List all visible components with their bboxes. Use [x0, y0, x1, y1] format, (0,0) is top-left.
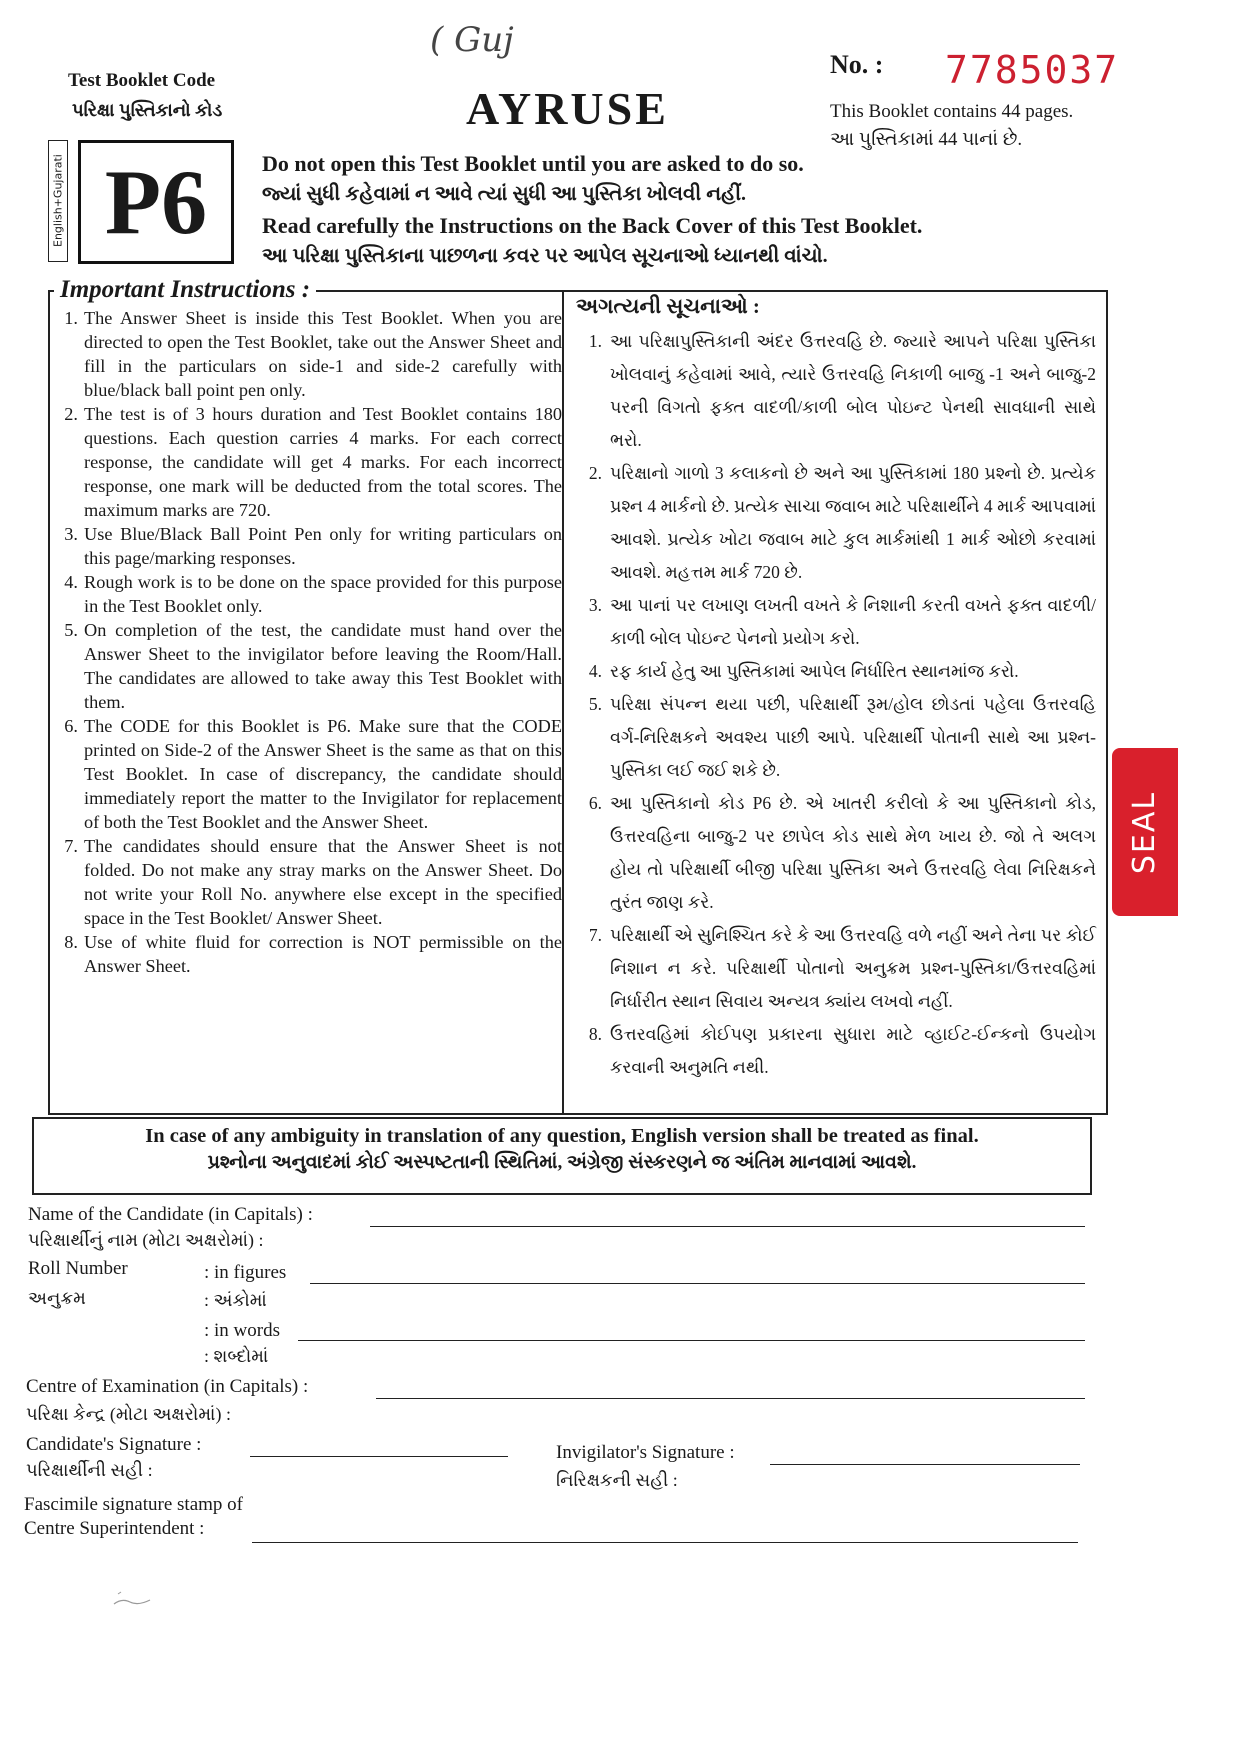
instruction-en-item-number: 6.: [64, 716, 78, 736]
booklet-number: 7785037: [945, 48, 1120, 92]
roll-in-words-label-gu: : શબ્દોમાં: [204, 1346, 269, 1366]
instruction-gu-item-2: [576, 457, 1096, 589]
instruction-gu-item-6: [576, 787, 1096, 919]
instruction-gu-item-text: ઉત્તરવહિમાં કોઈપણ પ્રકારના સુધારા માટે વ્હાઈટ-ઈન્કનો ઉપયોગ કરવાની અનુમતિ નથી.: [610, 1024, 1096, 1077]
instruction-gu-item-8: [576, 1018, 1096, 1084]
superintendent-stamp-field[interactable]: [252, 1542, 1078, 1543]
instruction-gu-item-7: [576, 919, 1096, 1018]
pen-mark-decoration: [112, 1590, 152, 1610]
instruction-gu-item-text: આ પાનાં પર લખાણ લખતી વખતે કે નિશાની કરતી વખતે ફક્ત વાદળી/કાળી બોલ પોઇન્ટ પેનનો પ્રયોગ કરો.: [610, 595, 1096, 648]
instructions-title-gu: અગત્યની સૂચનાઓ :: [576, 294, 760, 318]
instruction-en-item-number: 2.: [64, 404, 78, 424]
roll-in-words-label: : in words: [204, 1320, 280, 1341]
instruction-gu-item-number: 5.: [588, 694, 602, 714]
instruction-en-item-text: The CODE for this Booklet is P6. Make sure that the CODE printed on Side-2 of the Answer Sheet is the same as that on this Test Booklet. In case of discrepancy, the candidate should immediately report the matter to the Invigilator for replacement of both the Test Booklet and the Answer Sheet.: [84, 716, 562, 832]
instruction-gu-item-4: [576, 655, 1096, 688]
instruction-en-item-4: [52, 570, 562, 618]
language-tag: English+Gujarati: [48, 140, 68, 262]
handwritten-note: ( Guj: [430, 20, 514, 60]
instruction-en-item-2: [52, 402, 562, 522]
instruction-gu-item-text: આ પરિક્ષાપુસ્તિકાની અંદર ઉત્તરવહિ છે. જ્યારે આપને પરિક્ષા પુસ્તિકા ખોલવાનું કહેવામાં આવે, ત્યારે ઉત્તરવહિ નિકાળી બાજુ -1 અને બાજુ-2 પરની વિગતો ફક્ત વાદળી/કાળી બોલ પોઇન્ટ પેનથી સાવધાની સાથે ભરો.: [610, 331, 1096, 450]
instruction-en-item-number: 7.: [64, 836, 78, 856]
test-booklet-code-label: Test Booklet Code: [68, 70, 216, 91]
instruction-gu-item-5: [576, 688, 1096, 787]
booklet-number-label: No. :: [830, 50, 884, 79]
instruction-en-item-number: 4.: [64, 572, 78, 592]
instruction-gu-item-number: 8.: [588, 1024, 602, 1044]
instruction-gu-item-text: પરિક્ષાનો ગાળો 3 કલાકનો છે અને આ પુસ્તિકામાં 180 પ્રશ્નો છે. પ્રત્યેક પ્રશ્ન 4 માર્કનો છે. પ્રત્યેક સાચા જવાબ માટે પરિક્ષાર્થીને 4 માર્ક આપવામાં આવશે. પ્રત્યેક ખોટા જવાબ માટે કુલ માર્કમાંથી 1 માર્ક ઓછો કરવામાં આવશે. મહત્તમ માર્ક 720 છે.: [610, 463, 1096, 582]
ambiguity-notice-en: In case of any ambiguity in translation of any question, English version shall be treated as final.: [145, 1125, 979, 1147]
instructions-list-gu: [576, 325, 1096, 1084]
instructions-gujarati: [576, 290, 1096, 1084]
warning-open-en: Do not open this Test Booklet until you are asked to do so.: [262, 151, 804, 176]
roll-number-label: Roll Number: [28, 1258, 128, 1279]
fascimile-label-line2: Centre Superintendent :: [24, 1518, 205, 1539]
instruction-en-item-text: The test is of 3 hours duration and Test Booklet contains 180 questions. Each question carries 4 marks. For each correct response, the candidate will get 4 marks. For each incorrect response, one mark will be deducted from the total scores. The maximum marks are 720.: [84, 404, 562, 520]
candidate-name-label: Name of the Candidate (in Capitals) :: [28, 1204, 313, 1225]
instruction-gu-item-text: પરિક્ષા સંપન્ન થયા પછી, પરિક્ષાર્થી રૂમ/હોલ છોડતાં પહેલા ઉત્તરવહિ વર્ગ-નિરિક્ષકને અવશ્ય પાછી આપે. પરિક્ષાર્થી પોતાની સાથે આ પ્રશ્ન-પુસ્તિકા લઈ જઈ શકે છે.: [610, 694, 1096, 780]
instruction-gu-item-text: આ પુસ્તિકાનો કોડ P6 છે. એ ખાતરી કરીલો કે આ પુસ્તિકાનો કોડ, ઉત્તરવહિના બાજુ-2 પર છાપેલ કોડ સાથે મેળ ખાય છે. જો તે અલગ હોય તો પરિક્ષાર્થી બીજી પરિક્ષા પુસ્તિકા અને ઉત્તરવહિ લેવા નિરિક્ષકને તુરંત જાણ કરે.: [610, 793, 1096, 912]
instruction-en-item-number: 8.: [64, 932, 78, 952]
page-count: [830, 98, 1073, 154]
exam-centre-label: Centre of Examination (in Capitals) :: [26, 1376, 309, 1397]
instruction-gu-item-1: [576, 325, 1096, 457]
warning-read-en: Read carefully the Instructions on the Back Cover of this Test Booklet.: [262, 213, 923, 238]
instruction-en-item-7: [52, 834, 562, 930]
test-booklet-code-label-gu: પરિક્ષા પુસ્તિકાનો કોડ: [72, 100, 223, 120]
candidate-signature-field[interactable]: [250, 1456, 508, 1457]
ambiguity-notice-gu: પ્રશ્નોના અનુવાદમાં કોઈ અસ્પષ્ટતાની સ્થિતિમાં, અંગ્રેજી સંસ્કરણને જ અંતિમ માનવામાં આવશે.: [207, 1152, 917, 1173]
instructions-title-en: Important Instructions :: [54, 276, 316, 304]
instruction-en-item-1: [52, 306, 562, 402]
instruction-en-item-5: [52, 618, 562, 714]
instruction-gu-item-number: 4.: [588, 661, 602, 681]
series-title: AYRUSE: [466, 83, 669, 134]
instruction-en-item-text: On completion of the test, the candidate must hand over the Answer Sheet to the invigilator before leaving the Room/Hall. The candidates are allowed to take away this Test Booklet with them.: [84, 620, 562, 712]
roll-in-figures-label: : in figures: [204, 1262, 287, 1283]
instruction-en-item-number: 3.: [64, 524, 78, 544]
invigilator-signature-field[interactable]: [770, 1464, 1080, 1465]
instruction-en-item-text: The Answer Sheet is inside this Test Booklet. When you are directed to open the Test Booklet, take out the Answer Sheet and fill in the particulars on side-1 and side-2 carefully with blue/black ball point pen only.: [84, 308, 562, 400]
instruction-en-item-text: Rough work is to be done on the space provided for this purpose in the Test Booklet only.: [84, 572, 562, 616]
instruction-en-item-number: 1.: [64, 308, 78, 328]
instruction-gu-item-number: 6.: [588, 793, 602, 813]
instruction-en-item-text: The candidates should ensure that the Answer Sheet is not folded. Do not make any stray marks on the Answer Sheet. Do not write your Roll No. anywhere else except in the specified space in the Test Booklet/ Answer Sheet.: [84, 836, 562, 928]
candidate-name-label-gu: પરિક્ષાર્થીનું નામ (મોટા અક્ષરોમાં) :: [28, 1230, 264, 1250]
instruction-en-item-text: Use of white fluid for correction is NOT permissible on the Answer Sheet.: [84, 932, 562, 976]
instruction-gu-item-3: [576, 589, 1096, 655]
instruction-gu-item-number: 1.: [588, 331, 602, 351]
candidate-signature-label-gu: પરિક્ષાર્થીની સહી :: [26, 1460, 153, 1480]
booklet-code-box: P6: [78, 140, 234, 264]
instruction-en-item-number: 5.: [64, 620, 78, 640]
instruction-en-item-text: Use Blue/Black Ball Point Pen only for writing particulars on this page/marking responses.: [84, 524, 562, 568]
invigilator-signature-label-gu: નિરિક્ષકની સહી :: [556, 1470, 678, 1490]
seal-label: SEAL: [1127, 790, 1163, 874]
instruction-gu-item-text: રફ કાર્ય હેતુ આ પુસ્તિકામાં આપેલ નિર્ધારિત સ્થાનમાંજ કરો.: [610, 661, 1019, 681]
warning-read-gu: આ પરિક્ષા પુસ્તિકાના પાછળના કવર પર આપેલ સૂચનાઓ ધ્યાનથી વાંચો.: [262, 245, 828, 267]
roll-number-label-gu: અનુક્રમ: [28, 1288, 86, 1308]
instructions-english: [52, 276, 562, 978]
roll-in-figures-field[interactable]: [310, 1283, 1085, 1284]
roll-in-figures-label-gu: : અંકોમાં: [204, 1290, 267, 1310]
instructions-list-en: [52, 306, 562, 978]
fascimile-label-line1: Fascimile signature stamp of: [24, 1494, 243, 1515]
page-count-gu: આ પુસ્તિકામાં 44 પાનાં છે.: [830, 129, 1023, 150]
instruction-en-item-6: [52, 714, 562, 834]
instruction-en-item-3: [52, 522, 562, 570]
candidate-signature-label: Candidate's Signature :: [26, 1434, 202, 1455]
invigilator-signature-label: Invigilator's Signature :: [556, 1442, 735, 1463]
instructions-divider: [562, 290, 564, 1115]
warning-open-gu: જ્યાં સુધી કહેવામાં ન આવે ત્યાં સુધી આ પુસ્તિકા ખોલવી નહીં.: [262, 183, 747, 205]
instruction-en-item-8: [52, 930, 562, 978]
seal-tab: [1112, 748, 1178, 916]
instruction-gu-item-number: 7.: [588, 925, 602, 945]
exam-centre-label-gu: પરિક્ષા કેન્દ્ર (મોટા અક્ષરોમાં) :: [26, 1404, 231, 1424]
page-count-en: This Booklet contains 44 pages.: [830, 101, 1074, 122]
instruction-gu-item-number: 2.: [588, 463, 602, 483]
candidate-name-field[interactable]: [370, 1226, 1085, 1227]
roll-in-words-field[interactable]: [298, 1340, 1085, 1341]
instruction-gu-item-number: 3.: [588, 595, 602, 615]
instruction-gu-item-text: પરિક્ષાર્થી એ સુનિશ્ચિત કરે કે આ ઉત્તરવહિ વળે નહીં અને તેના પર કોઈ નિશાન ન કરે. પરિક્ષાર્થી પોતાનો અનુક્રમ પ્રશ્ન-પુસ્તિકા/ઉત્તરવહિમાં નિર્ધારીત સ્થાન સિવાય અન્યત્ર ક્યાંય લખવો નહીં.: [610, 925, 1096, 1011]
warning-block: [262, 148, 922, 272]
exam-centre-field[interactable]: [376, 1398, 1085, 1399]
ambiguity-notice: [32, 1117, 1092, 1195]
